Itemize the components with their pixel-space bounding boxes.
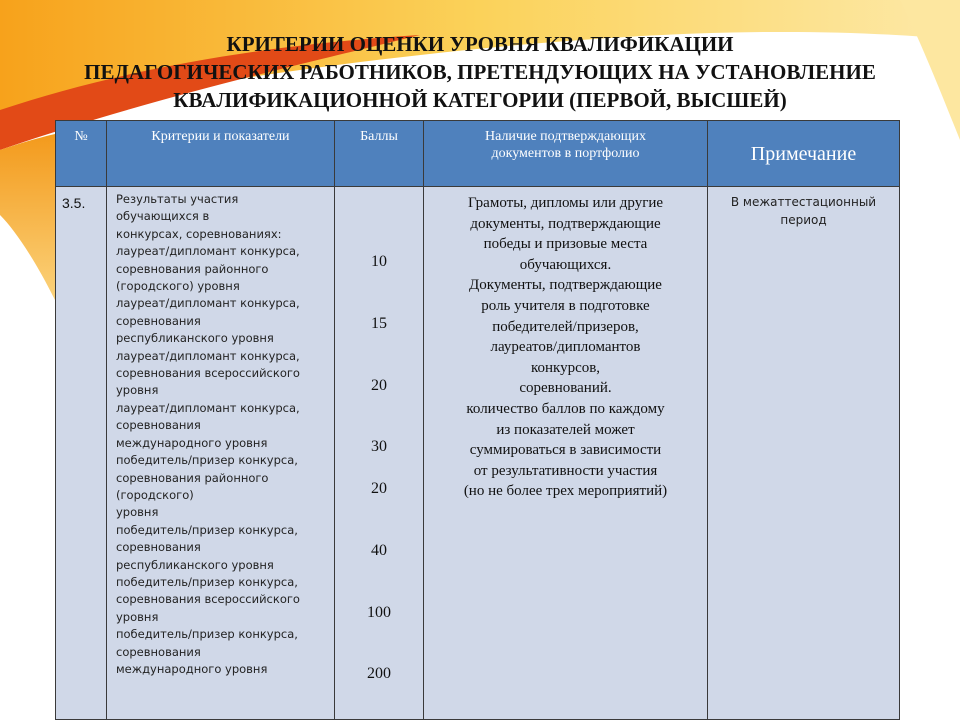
criteria-line: лауреат/дипломант конкурса,	[116, 244, 300, 259]
title-line: КРИТЕРИИ ОЦЕНКИ УРОВНЯ КВАЛИФИКАЦИИ	[226, 32, 734, 56]
criteria-line: победитель/призер конкурса,	[116, 522, 298, 537]
documents-line: Грамоты, дипломы или другие	[467, 195, 664, 211]
header-documents-line: Наличие подтверждающих	[485, 129, 646, 144]
criteria-line: соревнования	[116, 644, 201, 659]
criteria-line: республиканского уровня	[116, 557, 274, 572]
criteria-line: соревнования всероссийского	[116, 366, 300, 381]
note-line: В межаттестационный	[730, 195, 877, 209]
criteria-line: соревнования	[116, 540, 201, 555]
criteria-line: уровня	[116, 609, 159, 624]
row-scores	[335, 187, 424, 720]
documents-line: победы и призовые места	[483, 236, 648, 253]
row-number: 3.5.	[56, 187, 107, 720]
criteria-line: лауреат/дипломант конкурса,	[116, 348, 300, 363]
documents-line: (но не более трех мероприятий)	[463, 483, 668, 500]
header-score: Баллы	[335, 121, 424, 187]
table-header-row	[56, 121, 900, 187]
header-note: Примечание	[708, 121, 900, 187]
criteria-table	[55, 120, 900, 720]
documents-line: победителей/призеров,	[492, 318, 639, 335]
note-line: период	[780, 213, 827, 227]
documents-line: от результативности участия	[473, 462, 658, 479]
score-value: 20	[371, 480, 387, 497]
documents-line: Документы, подтверждающие	[469, 277, 662, 294]
header-documents	[424, 121, 708, 187]
documents-line: соревнований.	[519, 380, 612, 397]
page-title	[0, 30, 960, 114]
header-number: №	[56, 121, 107, 187]
row-criteria	[107, 187, 335, 720]
title-line: КВАЛИФИКАЦИОННОЙ КАТЕГОРИИ (ПЕРВОЙ, ВЫСШЕЙ)	[173, 88, 787, 112]
documents-line: из показателей может	[496, 421, 635, 438]
score-value: 200	[367, 665, 391, 682]
documents-line: роль учителя в подготовке	[481, 297, 650, 314]
row-documents	[424, 187, 708, 720]
score-value: 30	[371, 438, 387, 455]
documents-line: суммироваться в зависимости	[469, 442, 662, 459]
table-row	[56, 187, 900, 720]
criteria-line: республиканского уровня	[116, 331, 274, 346]
criteria-line: победитель/призер конкурса,	[116, 453, 298, 468]
documents-line: обучающихся.	[519, 256, 612, 273]
documents-line: лауреатов/дипломантов	[490, 339, 641, 356]
criteria-line: уровня	[116, 505, 159, 520]
criteria-line: Результаты участия	[116, 192, 239, 206]
header-criteria: Критерии и показатели	[107, 121, 335, 187]
score-value: 20	[371, 377, 387, 394]
documents-line: количество баллов по каждому	[466, 400, 665, 417]
criteria-line: (городского)	[116, 487, 194, 502]
row-note	[708, 187, 900, 720]
criteria-line: победитель/призер конкурса,	[116, 627, 298, 642]
header-documents-line: документов в портфолио	[491, 146, 640, 161]
criteria-line: обучающихся в	[116, 209, 210, 224]
criteria-line: конкурсах, соревнованиях:	[116, 226, 282, 241]
criteria-line: (городского) уровня	[116, 279, 240, 294]
criteria-line: победитель/призер конкурса,	[116, 574, 298, 589]
documents-line: документы, подтверждающие	[470, 215, 661, 232]
criteria-line: лауреат/дипломант конкурса,	[116, 296, 300, 311]
documents-line: конкурсов,	[530, 359, 601, 376]
score-value: 40	[371, 542, 387, 559]
score-value: 10	[371, 253, 387, 270]
criteria-line: соревнования районного	[116, 470, 269, 485]
criteria-line: соревнования всероссийского	[116, 592, 300, 607]
score-value: 100	[367, 604, 391, 621]
criteria-line: соревнования	[116, 313, 201, 328]
criteria-line: соревнования	[116, 418, 201, 433]
criteria-line: уровня	[116, 383, 159, 398]
criteria-line: лауреат/дипломант конкурса,	[116, 400, 300, 415]
criteria-line: международного уровня	[116, 661, 268, 676]
criteria-line: международного уровня	[116, 435, 268, 450]
criteria-line: соревнования районного	[116, 261, 269, 276]
score-value: 15	[371, 315, 387, 332]
title-line: ПЕДАГОГИЧЕСКИХ РАБОТНИКОВ, ПРЕТЕНДУЮЩИХ НА УСТАНОВЛЕНИЕ	[84, 60, 876, 84]
decor-left-band	[0, 134, 55, 300]
